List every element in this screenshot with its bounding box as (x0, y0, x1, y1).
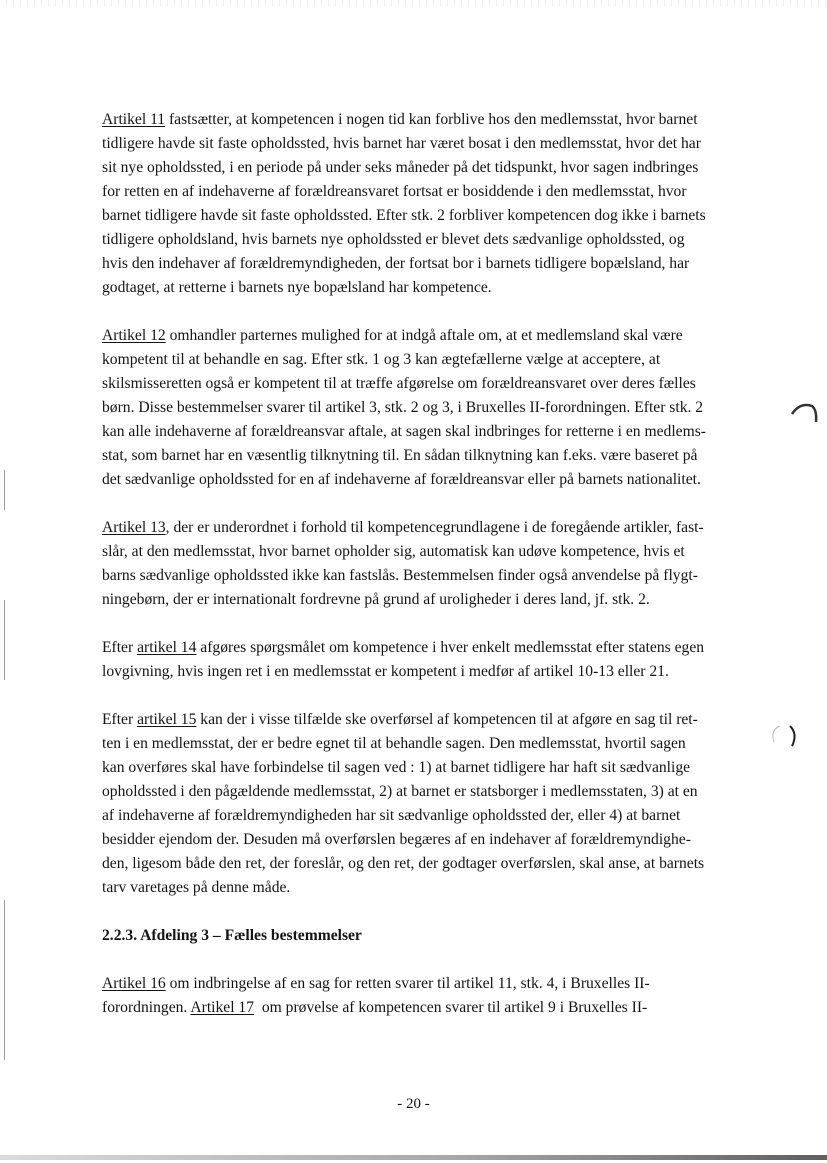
article-reference: Artikel 13 (102, 519, 166, 536)
article-reference: Artikel 11 (102, 111, 166, 128)
scan-punch-mark (790, 400, 820, 428)
scan-bottom-edge (0, 1155, 827, 1160)
scan-punch-mark (766, 720, 806, 750)
paragraph-artikel-15: Efter artikel 15 kan der i visse tilfælde ske overførsel af kompetencen til at afgøre en sag til ret- ten i en medlemsstat, der er bedre egnet til at behandle sagen. Den medlemsstat, hvortil sagen kan overføres skal have forbindelse til sagen ved : 1) at barnet tidligere har haft sit sædvanlige opholdssted i den pågældende medlemsstat, 2) at barnet er statsborger i medlemsstaten, 3) at en af indehaverne af forældremyndigheden har sit sædvanlige opholdssted der, eller 4) at barnet besidder ejendom der. Desuden må overførslen begæres af en indehaver af forældremyndighe- den, ligesom både den ret, der foreslår, og den ret, der godtager overførslen, skal anse, at barnets tarv varetages på denne måde. (102, 711, 705, 896)
scan-left-mark (4, 600, 5, 680)
paragraph-artikel-11: Artikel 11 fastsætter, at kompetencen i nogen tid kan forblive hos den medlemsstat, hvor barnet tidligere havde sit faste opholdssted, hvis barnet har været bosat i den medlemsstat, hvor det har sit nye opholdssted, i en periode på under seks måneder på det tidspunkt, hvor sagen indbringes for retten en af indehaverne af forældreansvaret fortsat er bosiddende i den medlemsstat, hvor barnet tidligere havde sit faste opholdssted. Efter stk. 2 forbliver kompetencen dog ikke i barnets tidligere opholdsland, hvis barnets nye opholdssted er blevet dets sædvanlige opholdssted, og hvis den indehaver af forældremyndigheden, der fortsat bor i barnets tidligere bopælsland, har godtaget, at retterne i barnets nye bopælsland har kompetence. (102, 111, 706, 296)
article-reference: artikel 15 (137, 711, 197, 728)
section-heading: 2.2.3. Afdeling 3 – Fælles bestemmelser (102, 927, 362, 944)
paragraph-artikel-12: Artikel 12 omhandler parternes mulighed for at indgå aftale om, at et medlemsland skal være kompetent til at behandle en sag. Efter stk. 1 og 3 kan ægtefællerne vælge at acceptere, at skilsmisseretten også er kompetent til at træffe afgørelse om forældreansvaret over deres fælles børn. Disse bestemmelser svarer til artikel 3, stk. 2 og 3, i Bruxelles II-forordningen. Efter stk. 2 kan alle indehaverne af forældreansvar aftale, at sagen skal indbringes for retterne i en medlems- stat, som barnet har en væsentlig tilknytning til. En sådan tilknytning kan f.eks. være baseret på det sædvanlige opholdssted for en af indehaverne af forældreansvar eller på barnets nationalitet. (102, 327, 706, 488)
page-number: - 20 - (397, 1096, 430, 1112)
article-reference: Artikel 17 (190, 999, 255, 1016)
paragraph-artikel-13: Artikel 13, der er underordnet i forhold til kompetencegrundlagene i de foregående artikler, fast- slår, at den medlemsstat, hvor barnet opholder sig, automatisk kan udøve kompetence, hvis et barns sædvanlige opholdssted ikke kan fastslås. Bestemmelsen finder også anvendelse på flygt- ningebørn, der er internationalt fordrevne på grund af uroligheder i deres land, jf. stk. 2. (102, 519, 704, 608)
scan-left-mark (4, 900, 5, 1060)
paragraph-artikel-16-17: Artikel 16 om indbringelse af en sag for retten svarer til artikel 11, stk. 4, i Bruxelles II- forordningen. Artikel 17 om prøvelse af kompetencen svarer til artikel 9 i Bruxelles II- (102, 975, 650, 1016)
scan-top-noise (0, 0, 827, 6)
paragraph-artikel-14: Efter artikel 14 afgøres spørgsmålet om kompetence i hver enkelt medlemsstat efter statens egen lovgivning, hvis ingen ret i en medlemsstat er kompetent i medfør af artikel 10-13 eller 21. (102, 639, 705, 680)
scan-left-mark (4, 470, 5, 510)
document-body (102, 108, 762, 1044)
article-reference: Artikel 16 (102, 975, 166, 992)
article-reference: Artikel 12 (102, 327, 166, 344)
article-reference: artikel 14 (137, 639, 197, 656)
